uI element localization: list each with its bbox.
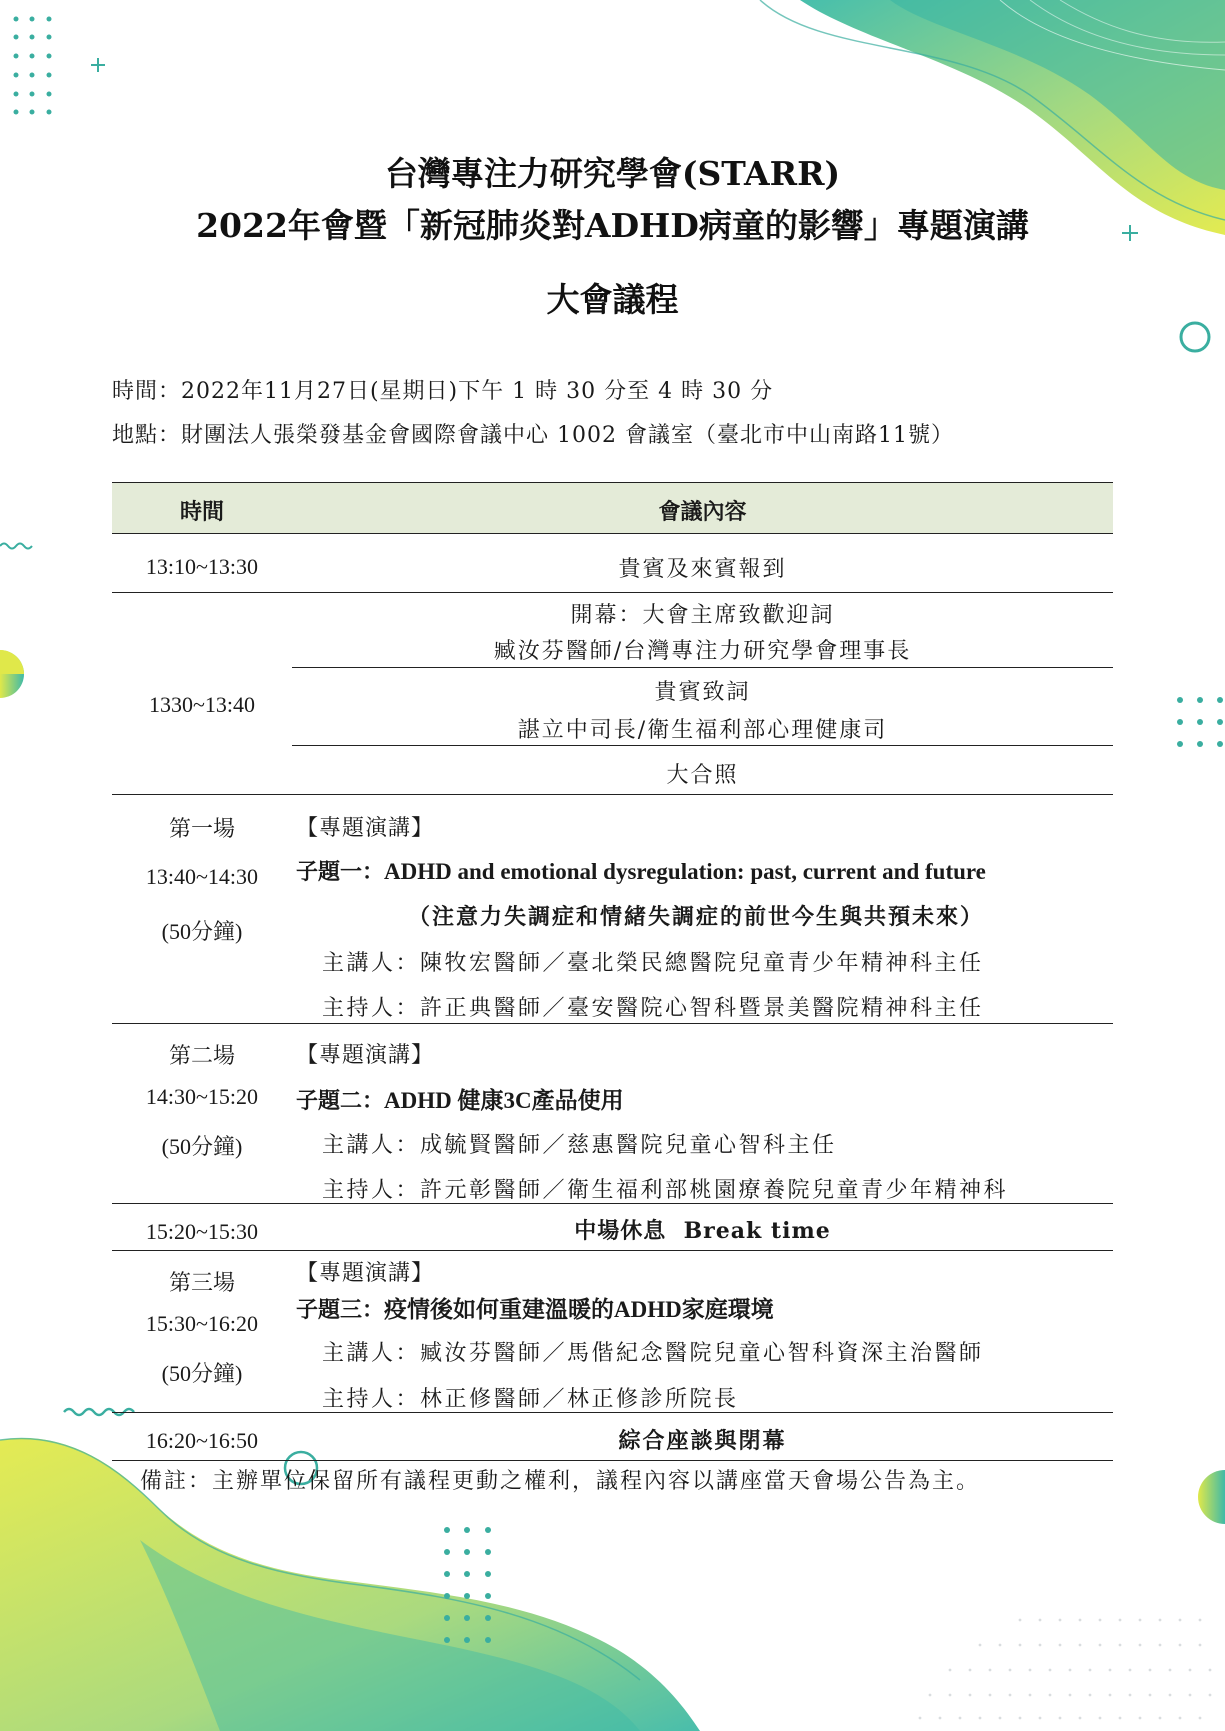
session3-label: 第三場 xyxy=(168,1270,235,1295)
break-content: 中場休息 Break time xyxy=(574,1218,831,1244)
column-header-content: 會議內容 xyxy=(658,499,747,525)
session1-time: 13:40~14:30 xyxy=(145,864,259,889)
break-time: 15:20~15:30 xyxy=(145,1219,259,1244)
session1-duration: (50分鐘) xyxy=(161,919,243,944)
session1-topic-text: ADHD and emotional dysregulation: past, current and future xyxy=(384,859,986,884)
group-photo: 大合照 xyxy=(666,763,739,788)
closing-time: 16:20~16:50 xyxy=(145,1428,259,1453)
session2-topic-text: ADHD 健康3C產品使用 xyxy=(384,1088,624,1113)
registration-time: 13:10~13:30 xyxy=(145,554,259,579)
session2-label: 第二場 xyxy=(168,1043,235,1068)
row-divider xyxy=(112,1412,1113,1413)
column-header-time: 時間 xyxy=(179,499,224,525)
title-line-1: 台灣專注力研究學會(STARR) xyxy=(384,154,841,193)
opening-time: 1330~13:40 xyxy=(148,692,255,717)
session3-duration: (50分鐘) xyxy=(161,1361,243,1386)
table-bottom-border xyxy=(112,1460,1113,1461)
opening-welcome-speaker: 臧汝芬醫師/台灣專注力研究學會理事長 xyxy=(493,639,912,664)
session2-host: 主持人：許元彰醫師／衛生福利部桃園療養院兒童青少年精神科 xyxy=(322,1178,1009,1203)
table-top-border xyxy=(112,482,1113,483)
sub-row-divider xyxy=(292,667,1113,668)
event-venue: 地點：財團法人張榮發基金會國際會議中心 1002 會議室（臺北市中山南路11號） xyxy=(112,423,954,448)
agenda-heading: 大會議程 xyxy=(546,280,679,319)
title-line-2: 2022年會暨「新冠肺炎對ADHD病童的影響」專題演講 xyxy=(196,206,1029,245)
session3-time: 15:30~16:20 xyxy=(145,1311,259,1336)
session1-topic-prefix: 子題一： xyxy=(296,859,385,885)
session1-speaker: 主講人：陳牧宏醫師／臺北榮民總醫院兒童青少年精神科主任 xyxy=(322,951,984,976)
footnote: 備註：主辦單位保留所有議程更動之權利，議程內容以講座當天會場公告為主。 xyxy=(140,1469,981,1494)
guest-address-speaker: 諶立中司長/衛生福利部心理健康司 xyxy=(517,718,888,743)
session3-topic-prefix: 子題三： xyxy=(296,1297,385,1323)
session2-duration: (50分鐘) xyxy=(161,1134,243,1159)
session1-topic xyxy=(296,855,986,886)
sub-row-divider xyxy=(292,745,1113,746)
session2-topic xyxy=(296,1082,624,1115)
row-divider xyxy=(112,1250,1113,1251)
row-divider xyxy=(112,1023,1113,1024)
registration-content: 貴賓及來賓報到 xyxy=(618,557,787,582)
session1-host: 主持人：許正典醫師／臺安醫院心智科暨景美醫院精神科主任 xyxy=(322,996,984,1021)
session1-topic-zh: （注意力失調症和情緒失調症的前世今生與共預未來） xyxy=(408,904,985,930)
session2-topic-prefix: 子題二： xyxy=(296,1088,385,1114)
session3-host: 主持人：林正修醫師／林正修診所院長 xyxy=(322,1387,739,1412)
session3-topic-text: 疫情後如何重建溫暖的ADHD家庭環境 xyxy=(384,1297,774,1322)
row-divider xyxy=(112,1203,1113,1204)
guest-address-title: 貴賓致詞 xyxy=(654,680,751,705)
session2-speaker: 主講人：成毓賢醫師／慈惠醫院兒童心智科主任 xyxy=(322,1133,837,1158)
opening-welcome-title: 開幕：大會主席致歡迎詞 xyxy=(570,603,835,628)
event-time: 時間：2022年11月27日(星期日)下午 1 時 30 分至 4 時 30 分 xyxy=(112,379,774,404)
row-divider xyxy=(112,533,1113,534)
session3-topic xyxy=(296,1291,774,1324)
row-divider xyxy=(112,592,1113,593)
closing-content: 綜合座談與閉幕 xyxy=(618,1428,787,1454)
session3-speaker: 主講人：臧汝芬醫師／馬偕紀念醫院兒童心智科資深主治醫師 xyxy=(322,1341,984,1366)
row-divider xyxy=(112,794,1113,795)
session1-label: 第一場 xyxy=(168,816,235,841)
session1-tag: 【專題演講】 xyxy=(296,816,435,841)
session2-tag: 【專題演講】 xyxy=(296,1043,435,1068)
session3-tag: 【專題演講】 xyxy=(296,1261,435,1286)
session2-time: 14:30~15:20 xyxy=(145,1084,259,1109)
